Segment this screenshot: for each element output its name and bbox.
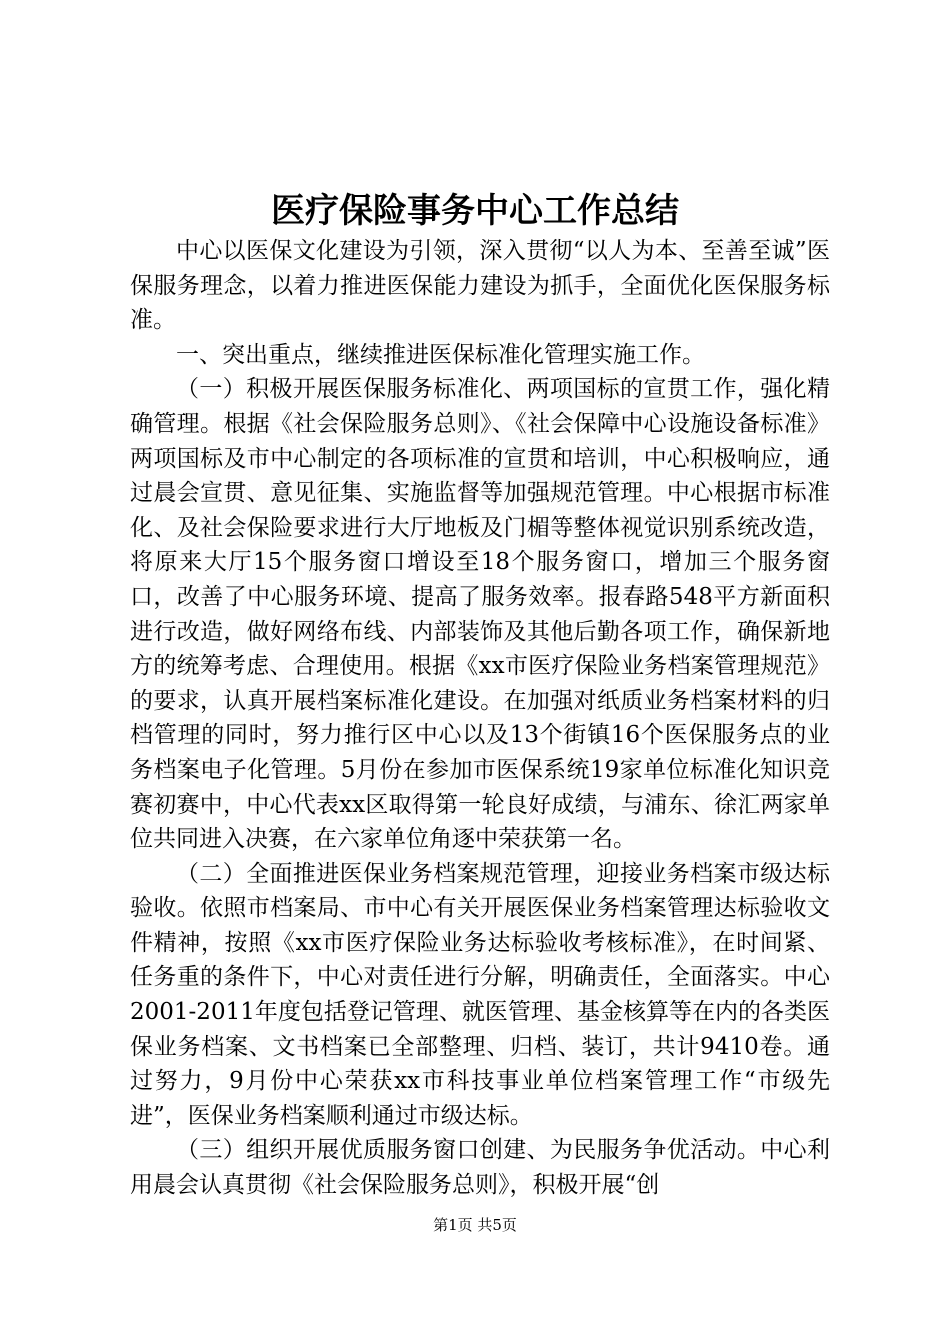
paragraph-item-1: （一）积极开展医保服务标准化、两项国标的宣贯工作，强化精确管理。根据《社会保险服务总则》、《社会保障中心设施设备标准》两项国标及市中心制定的各项标准的宣贯和培训，中心积极响应，通过晨会宣贯、意见征集、实施监督等加强规范管理。中心根据市标准化、及社会保险要求进行大厅地板及门楣等整体视觉识别系统改造，将原来大厅15个服务窗口增设至18个服务窗口，增加三个服务窗口，改善了中心服务环境、提高了服务效率。报春路548平方新面积进行改造，做好网络布线、内部装饰及其他后勤各项工作，确保新地方的统筹考虑、合理使用。根据《xx市医疗保险业务档案管理规范》的要求，认真开展档案标准化建设。在加强对纸质业务档案材料的归档管理的同时，努力推行区中心以及13个街镇16个医保服务点的业务档案电子化管理。5月份在参加市医保系统19家单位标准化知识竞赛初赛中，中心代表xx区取得第一轮良好成绩，与浦东、徐汇两家单位共同进入决赛，在六家单位角逐中荣获第一名。 (130, 376, 830, 853)
paragraph-item-2: （二）全面推进医保业务档案规范管理，迎接业务档案市级达标验收。依照市档案局、市中心有关开展医保业务档案管理达标验收文件精神，按照《xx市医疗保险业务达标验收考核标准》，在时间紧、任务重的条件下，中心对责任进行分解，明确责任，全面落实。中心2001-2011年度包括登记管理、就医管理、基金核算等在内的各类医保业务档案、文书档案已全部整理、归档、装订，共计9410卷。通过努力，9月份中心荣获xx市科技事业单位档案管理工作“市级先进”，医保业务档案顺利通过市级达标。 (130, 860, 830, 1129)
page-footer: 第1页 共5页 (433, 1216, 517, 1234)
section-heading-1: 一、突出重点，继续推进医保标准化管理实施工作。 (176, 341, 705, 368)
paragraph-intro: 中心以医保文化建设为引领，深入贯彻“以人为本、至善至诚”医保服务理念，以着力推进医保能力建设为抓手，全面优化医保服务标准。 (130, 238, 830, 334)
document-body (130, 234, 830, 1203)
page-title: 医疗保险事务中心工作总结 (271, 191, 679, 231)
paragraph-item-3: （三）组织开展优质服务窗口创建、为民服务争优活动。中心利用晨会认真贯彻《社会保险服务总则》，积极开展“创 (130, 1137, 830, 1199)
